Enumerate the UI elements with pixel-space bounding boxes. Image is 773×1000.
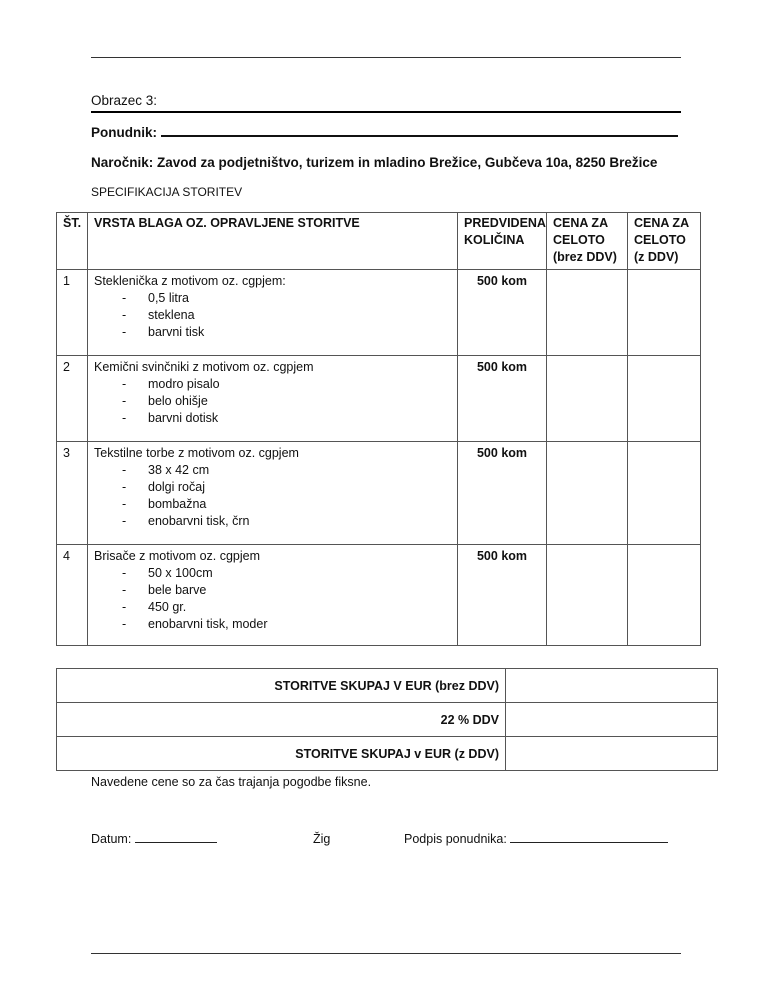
table-row <box>57 442 701 545</box>
date-label: Datum: <box>91 832 132 846</box>
client-line: Naročnik: Zavod za podjetništvo, turizem in mladino Brežice, Gubčeva 10a, 8250 Brežice <box>91 155 658 170</box>
detail-item: - dolgi ročaj <box>122 479 451 496</box>
row-price-net-cell[interactable] <box>547 356 628 442</box>
table-row <box>57 270 701 356</box>
detail-item: - bombažna <box>122 496 451 513</box>
summary-row <box>57 703 718 737</box>
item-details <box>94 376 451 427</box>
summary-label: 22 % DDV <box>57 703 506 737</box>
specification-table <box>56 212 701 646</box>
row-quantity: 500 kom <box>458 270 547 356</box>
row-number: 3 <box>57 442 88 545</box>
header-number: ŠT. <box>57 213 88 270</box>
bidder-line <box>91 124 678 140</box>
row-price-gross-cell[interactable] <box>628 270 701 356</box>
form-label-underline <box>91 111 681 113</box>
summary-row <box>57 669 718 703</box>
bidder-field[interactable] <box>161 124 678 137</box>
detail-item: - 38 x 42 cm <box>122 462 451 479</box>
row-number: 4 <box>57 545 88 646</box>
detail-item: - bele barve <box>122 582 451 599</box>
section-title: SPECIFIKACIJA STORITEV <box>91 185 243 199</box>
date-line <box>91 832 217 846</box>
row-description <box>88 442 458 545</box>
bidder-label: Ponudnik: <box>91 125 157 140</box>
header-price-gross: CENA ZA CELOTO (z DDV) <box>628 213 701 270</box>
row-number: 2 <box>57 356 88 442</box>
item-title: Brisače z motivom oz. cgpjem <box>94 549 261 563</box>
form-label: Obrazec 3: <box>91 93 158 108</box>
bottom-rule <box>91 953 681 954</box>
date-field[interactable] <box>135 832 217 843</box>
signature-field[interactable] <box>510 832 668 843</box>
row-description <box>88 270 458 356</box>
detail-item: - enobarvni tisk, moder <box>122 616 451 633</box>
row-description <box>88 356 458 442</box>
item-title: Tekstilne torbe z motivom oz. cgpjem <box>94 446 299 460</box>
table-header-row <box>57 213 701 270</box>
row-quantity: 500 kom <box>458 545 547 646</box>
detail-item: - barvni tisk <box>122 324 451 341</box>
summary-value-cell[interactable] <box>506 669 718 703</box>
item-details <box>94 290 451 341</box>
row-price-gross-cell[interactable] <box>628 545 701 646</box>
detail-item: - 0,5 litra <box>122 290 451 307</box>
summary-table <box>56 668 718 771</box>
fixed-price-note: Navedene cene so za čas trajanja pogodbe fiksne. <box>91 775 372 789</box>
signature-label: Podpis ponudnika: <box>404 832 507 846</box>
row-quantity: 500 kom <box>458 442 547 545</box>
detail-item: - 450 gr. <box>122 599 451 616</box>
detail-item: - barvni dotisk <box>122 410 451 427</box>
detail-item: - enobarvni tisk, črn <box>122 513 451 530</box>
row-price-gross-cell[interactable] <box>628 356 701 442</box>
header-price-net: CENA ZA CELOTO (brez DDV) <box>547 213 628 270</box>
header-quantity: PREDVIDENA KOLIČINA <box>458 213 547 270</box>
top-rule <box>91 57 681 58</box>
summary-row <box>57 737 718 771</box>
item-title: Stekleničkа z motivom oz. cgpjem: <box>94 274 286 288</box>
summary-label: STORITVE SKUPAJ v EUR (z DDV) <box>57 737 506 771</box>
table-row <box>57 545 701 646</box>
item-details <box>94 462 451 530</box>
detail-item: - steklena <box>122 307 451 324</box>
row-price-net-cell[interactable] <box>547 545 628 646</box>
stamp-label: Žig <box>313 832 331 846</box>
table-row <box>57 356 701 442</box>
signature-line <box>404 832 668 846</box>
summary-value-cell[interactable] <box>506 703 718 737</box>
detail-item: - belo ohišje <box>122 393 451 410</box>
detail-item: - modro pisalo <box>122 376 451 393</box>
row-number: 1 <box>57 270 88 356</box>
row-description <box>88 545 458 646</box>
row-quantity: 500 kom <box>458 356 547 442</box>
row-price-net-cell[interactable] <box>547 442 628 545</box>
item-title: Kemični svinčniki z motivom oz. cgpjem <box>94 360 314 374</box>
detail-item: - 50 x 100cm <box>122 565 451 582</box>
item-details <box>94 565 451 633</box>
header-description: VRSTA BLAGA OZ. OPRAVLJENE STORITVE <box>88 213 458 270</box>
summary-label: STORITVE SKUPAJ V EUR (brez DDV) <box>57 669 506 703</box>
row-price-gross-cell[interactable] <box>628 442 701 545</box>
row-price-net-cell[interactable] <box>547 270 628 356</box>
summary-value-cell[interactable] <box>506 737 718 771</box>
